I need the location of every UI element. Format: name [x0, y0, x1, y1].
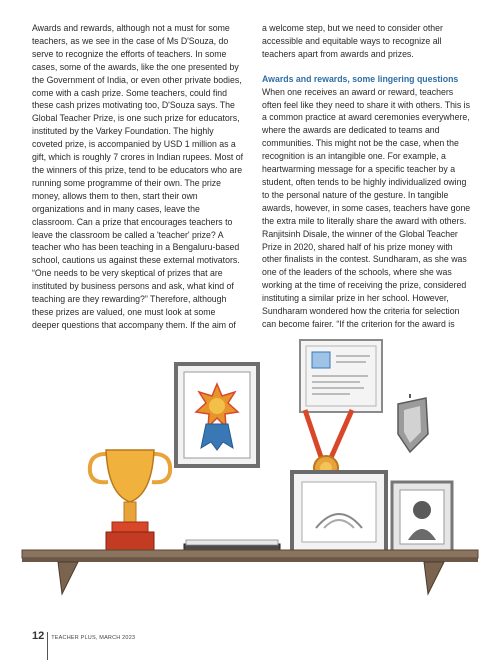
page-number: 12 — [32, 630, 45, 642]
footer-divider — [47, 632, 48, 660]
page-footer — [32, 631, 135, 642]
article-paragraph-right-body: When one receives an award or reward, teachers often feel like they need to share it with others. This is a common practice at award ceremonies everywhere, where the awards are dedicated to teams and communities. This might not be the case, when the recognition is an intangible one. For example, a heartwarming message for a specific teacher by a student, often tends to be highly individualized owing to the personal nature of the gesture. In tangible awards, however, in some cases, teachers have gone the extra mile to literally share the award with others. Ranjitsinh Disale, the winner of the Global Teacher Prize in 2020, shared half of his prize money with other finalists in the contest. Sundharam, as she was one of the leaders of the schools, where she was working at the time of receiving the prize, considered instituting a similar prize in her school. However, Sundharam wondered how the criteria for selection can become fairer. “If the criterion for the award is — [262, 86, 471, 329]
photo-frame-icon — [392, 482, 452, 552]
article-paragraph-right-intro: a welcome step, but we need to consider other accessible and equitable ways to recognize all teachers apart from awards and prizes. — [262, 23, 443, 59]
laptop-icon — [292, 472, 386, 552]
section-heading: Awards and rewards, some lingering questions — [262, 73, 459, 84]
certificate-icon — [300, 340, 382, 412]
framed-medal-icon — [176, 364, 258, 466]
publication-name: TEACHER PLUS, MARCH 2023 — [51, 635, 136, 641]
awards-shelf-illustration — [0, 332, 500, 632]
article-paragraph-left: Awards and rewards, although not a must for some teachers, as we see in the case of Ms D'Souza, do serve to recognize the efforts of teachers. In some cases, some of the awards, like the one presented by the Government of India, or even other private bodies, come with a cash prize. Some teachers, could find these cash prizes motivating too, D'Souza says. The Global Teacher Prize, is one such prize for educators, instituted by the Varkey Foundation. The highly coveted prize, is accompanied by USD 1 million as a gift, which is roughly 7 crores in Indian rupees. Most of the winners of this prize, tend to be educators who are running some programme of their own. The prize money, allows them to then, start their own organizations and in many cases, leave the classroom. Can a prize that encourages teachers to leave the classroom be called a 'teacher' prize? A teacher who has been teaching in a Bengaluru-based school, cautions us against these external motivators. “One needs to be very skeptical of prizes that are instituted by business persons and ask, what kind of teaching are they rewarding?” Therefore, although these prizes are valued, one must look at some deeper questions that accompany them. If the aim of — [32, 23, 244, 330]
